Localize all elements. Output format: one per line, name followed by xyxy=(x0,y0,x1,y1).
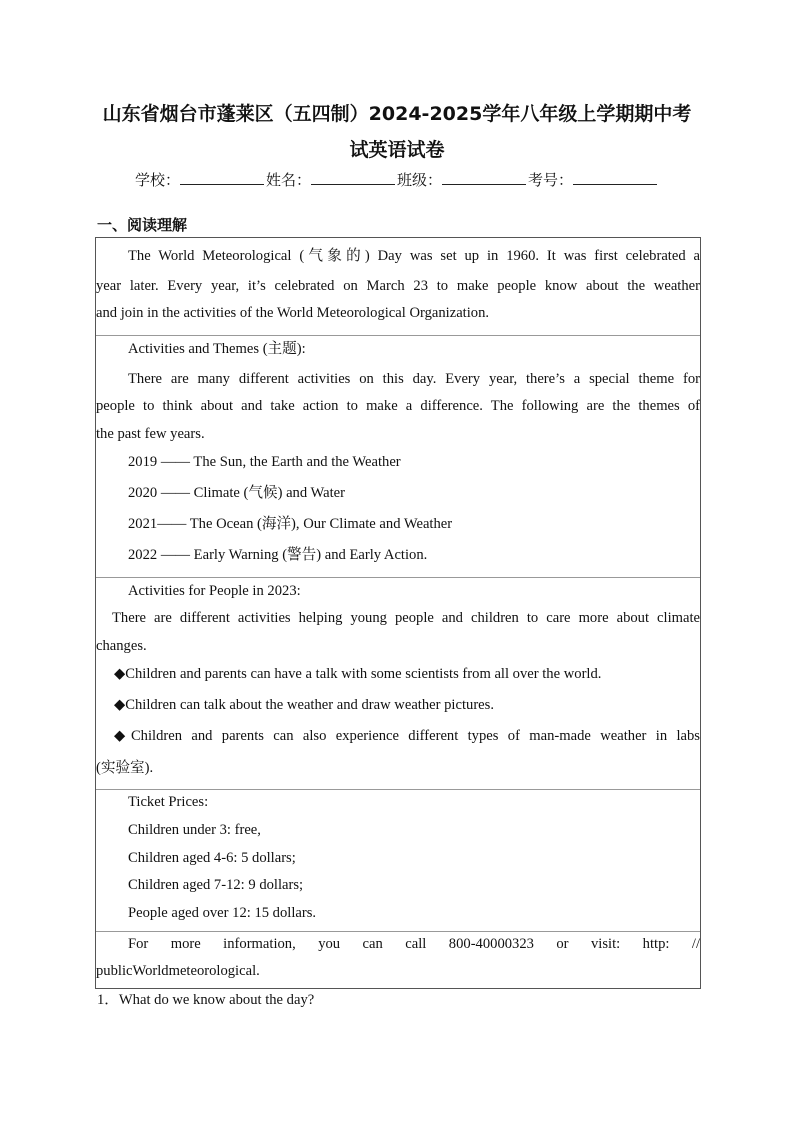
intro-line: The World Meteorological (气象的) Day was set up in 1960. It was first celebrated a xyxy=(128,248,700,264)
activity-text: Children and parents can also experience different types of man-made weather in labs xyxy=(130,728,700,744)
activity-bullet xyxy=(96,726,700,746)
diamond-bullet-icon: ◆ xyxy=(114,728,131,744)
theme-item: 2021—— The Ocean (海洋), Our Climate and Weather xyxy=(128,516,453,532)
themes-body-line: There are many different activities on this day. Every year, there’s a special theme for xyxy=(128,371,700,387)
theme-item: 2019 —— The Sun, the Earth and the Weather xyxy=(128,454,401,470)
activity-continuation: (实验室). xyxy=(96,760,154,776)
activities-body-line: There are different activities helping young people and children to care more about climate xyxy=(112,610,700,626)
question-1: 1．What do we know about the day? xyxy=(97,992,315,1008)
class-label: 班级： xyxy=(397,171,443,189)
number-blank[interactable] xyxy=(573,170,657,185)
intro-line: year later. Every year, it’s celebrated on March 23 to make people know about the weather xyxy=(96,278,700,294)
document-title-line-1: 山东省烟台市蓬莱区（五四制）2024-2025学年八年级上学期期中考 xyxy=(102,103,692,125)
name-label: 姓名： xyxy=(265,171,311,189)
diamond-bullet-icon: ◆ xyxy=(114,666,126,682)
contact-line: publicWorldmeteorological. xyxy=(96,963,260,979)
themes-heading: Activities and Themes (主题): xyxy=(128,341,306,357)
contact-cell xyxy=(96,932,700,988)
school-label: 学校： xyxy=(134,171,180,189)
activity-text: Children and parents can have a talk with some scientists from all over the world. xyxy=(125,666,602,682)
tickets-heading: Ticket Prices: xyxy=(128,794,209,810)
ticket-price-item: Children aged 4-6: 5 dollars; xyxy=(128,850,296,866)
themes-body-line: people to think about and take action to make a difference. The following are the themes of xyxy=(96,398,700,414)
ticket-price-item: Children aged 7-12: 9 dollars; xyxy=(128,877,304,893)
student-info-line xyxy=(0,168,794,192)
activities-body-line: changes. xyxy=(96,638,147,654)
activities-heading: Activities for People in 2023: xyxy=(128,583,301,599)
activities-cell xyxy=(96,578,700,790)
themes-body-line: the past few years. xyxy=(96,426,205,442)
section-title: 一、阅读理解 xyxy=(97,216,188,234)
intro-cell xyxy=(96,238,700,336)
themes-cell xyxy=(96,336,700,578)
tickets-cell xyxy=(96,790,700,932)
passage-table xyxy=(95,237,701,989)
diamond-bullet-icon: ◆ xyxy=(114,697,126,713)
ticket-price-item: People aged over 12: 15 dollars. xyxy=(128,905,317,921)
ticket-price-item: Children under 3: free, xyxy=(128,822,261,838)
activity-bullet xyxy=(96,695,700,715)
number-label: 考号： xyxy=(528,171,574,189)
school-blank[interactable] xyxy=(180,170,264,185)
intro-line: and join in the activities of the World Meteorological Organization. xyxy=(96,305,490,321)
activity-bullet xyxy=(96,664,700,684)
document-title-line-2: 试英语试卷 xyxy=(349,139,445,161)
class-blank[interactable] xyxy=(442,170,526,185)
name-blank[interactable] xyxy=(311,170,395,185)
activity-text: Children can talk about the weather and draw weather pictures. xyxy=(125,697,494,713)
contact-line: For more information, you can call 800-40000323 or visit: http: // xyxy=(128,936,700,952)
theme-item: 2020 —— Climate (气候) and Water xyxy=(128,485,346,501)
theme-item: 2022 —— Early Warning (警告) and Early Action. xyxy=(128,547,428,563)
